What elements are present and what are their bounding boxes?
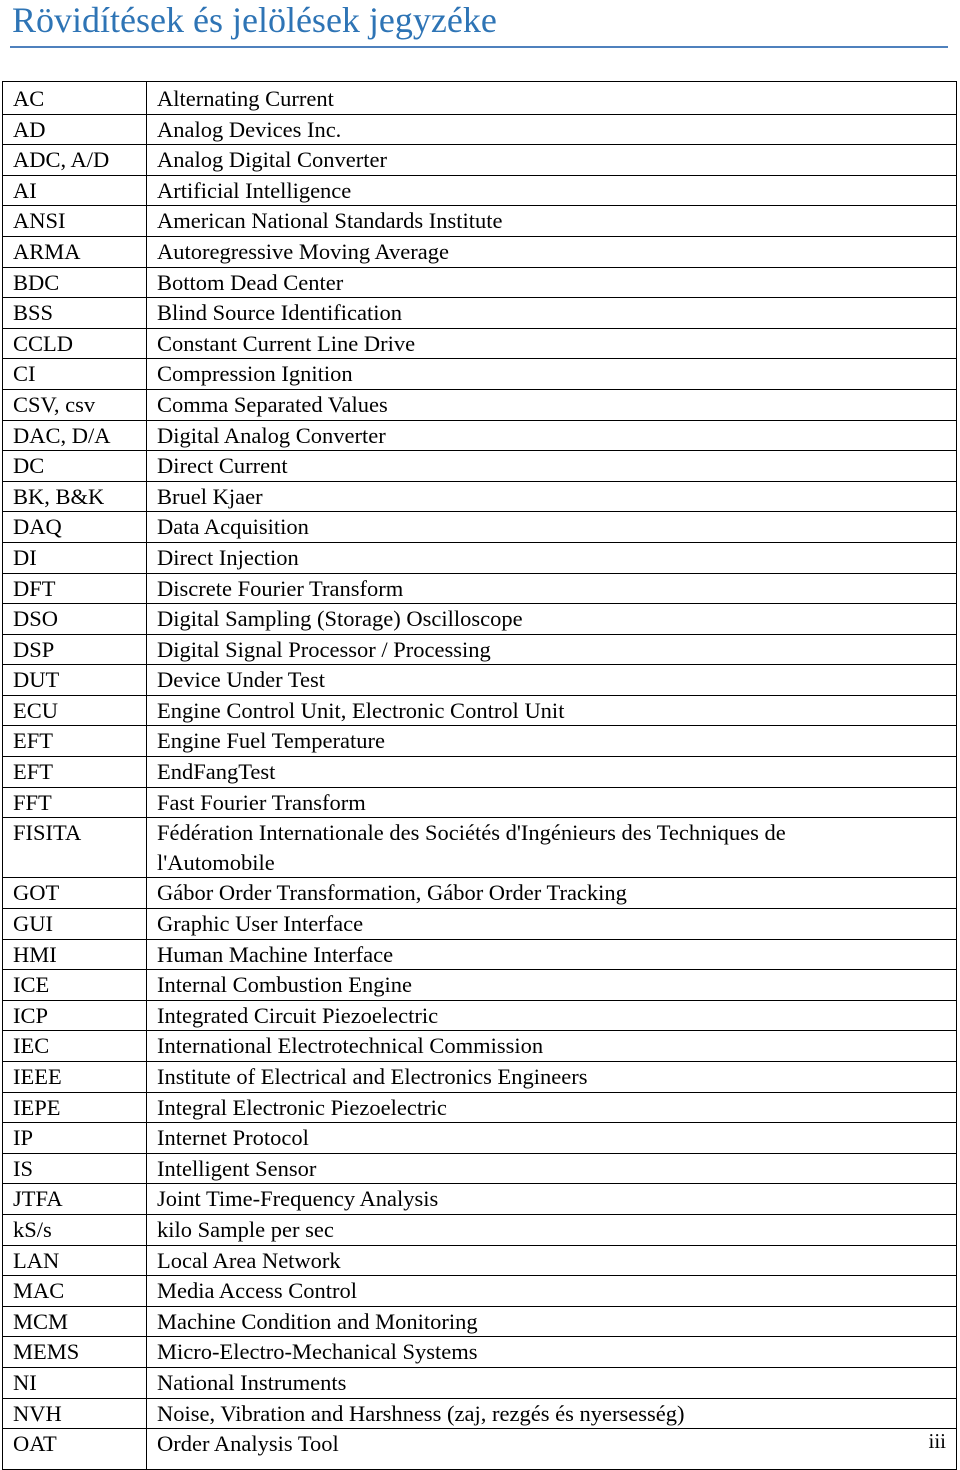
abbreviation-cell: DSP — [3, 634, 147, 665]
meaning-text: Bottom Dead Center — [157, 269, 344, 295]
abbreviation-cell: EFT — [3, 757, 147, 788]
meaning-cell — [147, 1367, 957, 1398]
abbreviation-cell: JTFA — [3, 1184, 147, 1215]
meaning-cell — [147, 634, 957, 665]
meaning-text: Digital Analog Converter — [157, 422, 386, 448]
meaning-text: kilo Sample per sec — [157, 1216, 334, 1242]
meaning-cell — [147, 939, 957, 970]
meaning-cell — [147, 970, 957, 1001]
meaning-cell — [147, 878, 957, 909]
meaning-cell — [147, 818, 957, 878]
meaning-text: International Electrotechnical Commission — [157, 1033, 544, 1059]
abbreviation-cell: DC — [3, 451, 147, 482]
abbreviation-cell: GOT — [3, 878, 147, 909]
meaning-text: Compression Ignition — [157, 361, 353, 387]
abbreviation-cell: BSS — [3, 298, 147, 329]
meaning-cell — [147, 1306, 957, 1337]
table-row — [3, 1306, 957, 1337]
meaning-text: Human Machine Interface — [157, 941, 394, 967]
meaning-text: EndFangTest — [157, 759, 276, 785]
abbreviation-cell: ECU — [3, 695, 147, 726]
abbreviation-cell: GUI — [3, 909, 147, 940]
table-row — [3, 1000, 957, 1031]
meaning-cell — [147, 1245, 957, 1276]
abbreviation-cell: AC — [3, 82, 147, 115]
meaning-text: Engine Fuel Temperature — [157, 728, 385, 754]
table-row — [3, 604, 957, 635]
meaning-text: Constant Current Line Drive — [157, 330, 416, 356]
abbreviation-cell: DAQ — [3, 512, 147, 543]
meaning-cell — [147, 665, 957, 696]
abbreviation-cell: DUT — [3, 665, 147, 696]
abbreviation-cell: DFT — [3, 573, 147, 604]
table-row — [3, 145, 957, 176]
meaning-text: Order Analysis Tool — [157, 1431, 339, 1457]
meaning-cell — [147, 451, 957, 482]
abbreviation-cell: EFT — [3, 726, 147, 757]
table-row — [3, 573, 957, 604]
meaning-cell — [147, 145, 957, 176]
table-row — [3, 298, 957, 329]
table-row — [3, 512, 957, 543]
table-row — [3, 726, 957, 757]
meaning-text: Direct Current — [157, 453, 288, 479]
abbreviation-cell: CSV, csv — [3, 389, 147, 420]
table-row — [3, 236, 957, 267]
abbreviation-cell: DI — [3, 542, 147, 573]
abbreviation-cell: BDC — [3, 267, 147, 298]
meaning-text-continuation: l'Automobile — [157, 849, 275, 875]
table-row — [3, 909, 957, 940]
meaning-text: Engine Control Unit, Electronic Control Unit — [157, 697, 565, 723]
meaning-cell — [147, 1031, 957, 1062]
meaning-text: Fast Fourier Transform — [157, 789, 366, 815]
table-row — [3, 970, 957, 1001]
meaning-text: Integrated Circuit Piezoelectric — [157, 1002, 439, 1028]
meaning-text: Media Access Control — [157, 1278, 357, 1304]
table-row — [3, 1367, 957, 1398]
meaning-text: Intelligent Sensor — [157, 1155, 317, 1181]
abbreviation-cell: NVH — [3, 1398, 147, 1429]
meaning-text: Graphic User Interface — [157, 911, 364, 937]
meaning-cell — [147, 1123, 957, 1154]
table-row — [3, 1398, 957, 1429]
table-row — [3, 267, 957, 298]
meaning-text: Discrete Fourier Transform — [157, 575, 404, 601]
meaning-text: Analog Digital Converter — [157, 147, 387, 173]
meaning-text: Integral Electronic Piezoelectric — [157, 1094, 447, 1120]
meaning-text: Alternating Current — [157, 86, 334, 111]
table-row — [3, 878, 957, 909]
meaning-text: Noise, Vibration and Harshness (zaj, rezgés és nyersesség) — [157, 1400, 685, 1426]
meaning-cell — [147, 267, 957, 298]
page-number: iii — [928, 1429, 946, 1453]
table-row — [3, 665, 957, 696]
meaning-cell — [147, 389, 957, 420]
meaning-text: Internet Protocol — [157, 1125, 309, 1151]
abbreviation-cell: kS/s — [3, 1214, 147, 1245]
meaning-cell — [147, 481, 957, 512]
table-row — [3, 695, 957, 726]
table-row — [3, 359, 957, 390]
abbreviation-cell: CCLD — [3, 328, 147, 359]
table-row — [3, 818, 957, 878]
table-row — [3, 1184, 957, 1215]
meaning-cell — [147, 175, 957, 206]
meaning-cell — [147, 542, 957, 573]
meaning-cell — [147, 82, 957, 115]
abbreviation-cell: HMI — [3, 939, 147, 970]
meaning-text: Direct Injection — [157, 544, 299, 570]
meaning-cell — [147, 726, 957, 757]
meaning-text: Local Area Network — [157, 1247, 341, 1273]
table-row — [3, 1245, 957, 1276]
meaning-text: Gábor Order Transformation, Gábor Order Tracking — [157, 880, 627, 906]
abbreviation-cell: IEC — [3, 1031, 147, 1062]
table-row — [3, 389, 957, 420]
meaning-text: Digital Sampling (Storage) Oscilloscope — [157, 606, 523, 632]
abbreviation-cell: ANSI — [3, 206, 147, 237]
meaning-text: Micro-Electro-Mechanical Systems — [157, 1339, 478, 1365]
abbreviation-cell: FFT — [3, 787, 147, 818]
abbreviation-table-body — [3, 82, 957, 1470]
table-row — [3, 328, 957, 359]
abbreviation-cell: ARMA — [3, 236, 147, 267]
meaning-cell — [147, 695, 957, 726]
table-row — [3, 206, 957, 237]
table-row — [3, 1337, 957, 1368]
abbreviation-cell: IP — [3, 1123, 147, 1154]
abbreviation-table — [2, 81, 957, 1470]
page-title: Rövidítések és jelölések jegyzéke — [12, 0, 497, 40]
meaning-cell — [147, 1337, 957, 1368]
meaning-text: Analog Devices Inc. — [157, 116, 342, 142]
table-row — [3, 939, 957, 970]
meaning-text: Fédération Internationale des Sociétés d'Ingénieurs des Techniques de — [157, 820, 786, 846]
table-row — [3, 1429, 957, 1470]
abbreviation-cell: DSO — [3, 604, 147, 635]
meaning-cell — [147, 909, 957, 940]
table-row — [3, 1276, 957, 1307]
abbreviation-cell: IS — [3, 1153, 147, 1184]
meaning-cell — [147, 359, 957, 390]
abbreviation-cell: MCM — [3, 1306, 147, 1337]
meaning-text: Blind Source Identification — [157, 300, 402, 326]
meaning-cell — [147, 1062, 957, 1093]
meaning-cell — [147, 420, 957, 451]
abbreviation-cell: LAN — [3, 1245, 147, 1276]
meaning-text: American National Standards Institute — [157, 208, 503, 234]
table-row — [3, 1062, 957, 1093]
meaning-text: Artificial Intelligence — [157, 177, 352, 203]
meaning-text: National Instruments — [157, 1369, 347, 1395]
abbreviation-cell: FISITA — [3, 818, 147, 878]
table-row — [3, 634, 957, 665]
meaning-text: Institute of Electrical and Electronics Engineers — [157, 1064, 588, 1089]
meaning-text: Comma Separated Values — [157, 391, 388, 417]
meaning-text: Digital Signal Processor / Processing — [157, 636, 491, 662]
table-row — [3, 1123, 957, 1154]
meaning-cell — [147, 787, 957, 818]
meaning-cell — [147, 114, 957, 145]
meaning-cell — [147, 1092, 957, 1123]
table-row — [3, 82, 957, 115]
abbreviation-cell: MAC — [3, 1276, 147, 1307]
table-row — [3, 1214, 957, 1245]
meaning-text: Joint Time-Frequency Analysis — [157, 1186, 439, 1212]
meaning-cell — [147, 206, 957, 237]
abbreviation-cell: MEMS — [3, 1337, 147, 1368]
meaning-cell — [147, 1276, 957, 1307]
meaning-text: Machine Condition and Monitoring — [157, 1308, 478, 1334]
meaning-cell — [147, 298, 957, 329]
abbreviation-cell: IEEE — [3, 1062, 147, 1093]
abbreviation-cell: ADC, A/D — [3, 145, 147, 176]
meaning-text: Bruel Kjaer — [157, 483, 263, 509]
meaning-cell — [147, 757, 957, 788]
meaning-cell — [147, 1153, 957, 1184]
table-row — [3, 420, 957, 451]
abbreviation-cell: ICP — [3, 1000, 147, 1031]
table-row — [3, 1092, 957, 1123]
meaning-cell — [147, 1184, 957, 1215]
abbreviation-cell: BK, B&K — [3, 481, 147, 512]
meaning-text: Device Under Test — [157, 667, 325, 693]
table-row — [3, 114, 957, 145]
abbreviation-cell: AD — [3, 114, 147, 145]
abbreviation-cell: IEPE — [3, 1092, 147, 1123]
abbreviation-cell: DAC, D/A — [3, 420, 147, 451]
abbreviation-cell: NI — [3, 1367, 147, 1398]
meaning-text: Internal Combustion Engine — [157, 972, 412, 998]
table-row — [3, 175, 957, 206]
meaning-text: Autoregressive Moving Average — [157, 238, 450, 264]
table-row — [3, 542, 957, 573]
meaning-cell — [147, 604, 957, 635]
meaning-cell — [147, 328, 957, 359]
title-underline — [10, 46, 948, 48]
meaning-cell — [147, 1398, 957, 1429]
abbreviation-cell: AI — [3, 175, 147, 206]
meaning-cell — [147, 1214, 957, 1245]
meaning-cell — [147, 1000, 957, 1031]
abbreviation-cell: CI — [3, 359, 147, 390]
meaning-cell — [147, 573, 957, 604]
abbreviation-cell: OAT — [3, 1429, 147, 1470]
table-row — [3, 481, 957, 512]
table-row — [3, 451, 957, 482]
table-row — [3, 787, 957, 818]
table-row — [3, 757, 957, 788]
meaning-cell — [147, 1429, 957, 1470]
meaning-cell — [147, 236, 957, 267]
meaning-cell — [147, 512, 957, 543]
table-row — [3, 1153, 957, 1184]
meaning-text: Data Acquisition — [157, 514, 309, 540]
abbreviation-cell: ICE — [3, 970, 147, 1001]
table-row — [3, 1031, 957, 1062]
